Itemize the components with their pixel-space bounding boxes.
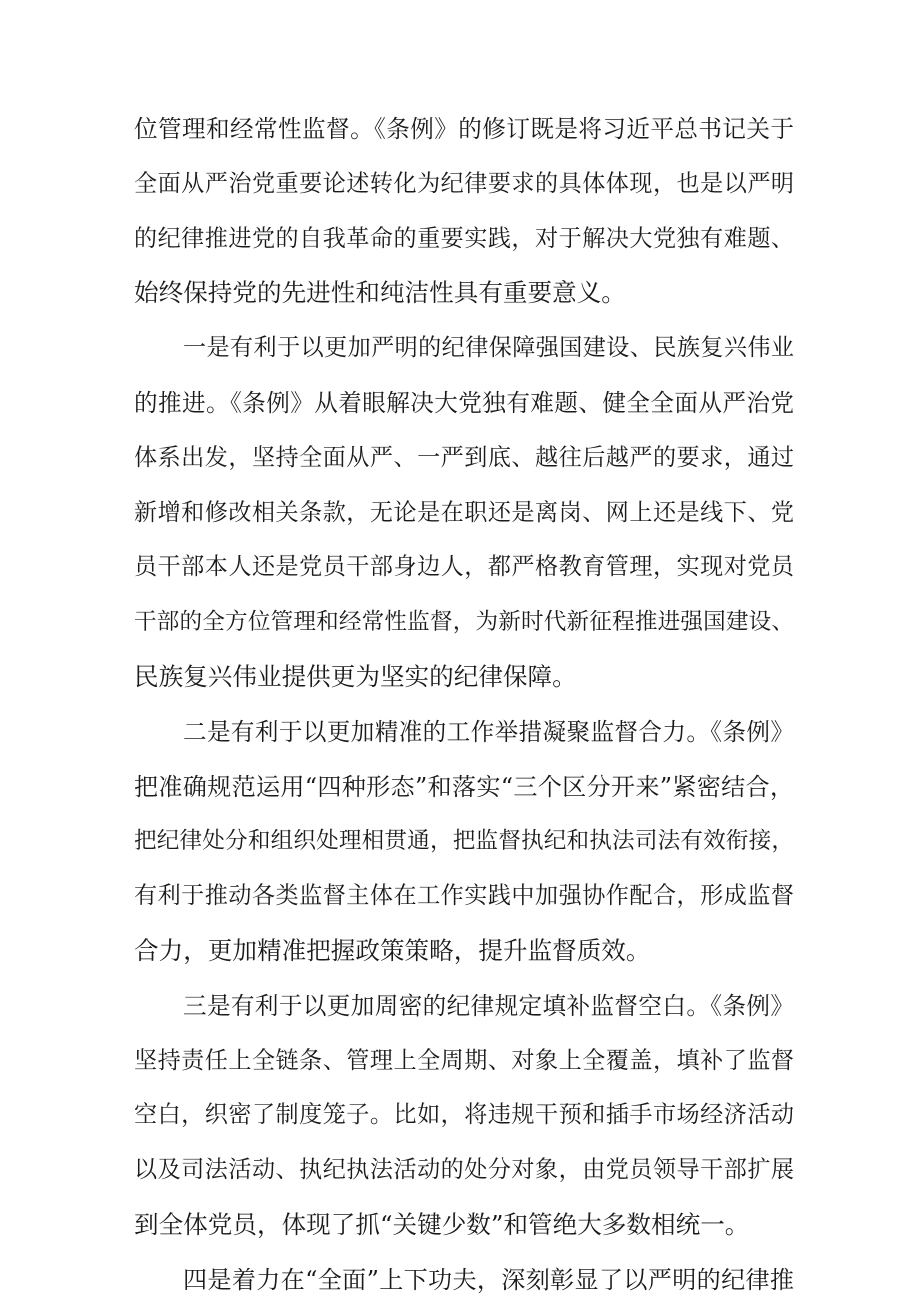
paragraph-first-line: 一是有利于以更加严明的纪律保障强国建设、民族复兴伟业 [183,335,794,362]
text-line: 新增和修改相关条款，无论是在职还是离岗、网上还是线下、党 [134,499,794,526]
text-line: 干部的全方位管理和经常性监督，为新时代新征程推进强国建设、 [134,609,794,636]
document-body [134,102,794,1308]
paragraph-first-line: 三是有利于以更加周密的纪律规定填补监督空白。《条例》 [183,991,794,1020]
text-line: 的推进。《条例》从着眼解决大党独有难题、健全全面从严治党 [134,388,794,417]
text-line: 员干部本人还是党员干部身边人，都严格教育管理，实现对党员 [134,554,794,581]
text-line: 把准确规范运用“四种形态”和落实“三个区分开来”紧密结合， [134,772,794,801]
text-line: 位管理和经常性监督。《条例》的修订既是将习近平总书记关于 [134,115,794,143]
text-line: 以及司法活动、执纪执法活动的处分对象，由党员领导干部扩展 [134,1157,794,1184]
text-line: 体系出发，坚持全面从严、一严到底、越往后越严的要求，通过 [134,444,794,471]
text-line: 坚持责任上全链条、管理上全周期、对象上全覆盖，填补了监督 [134,1047,794,1074]
text-line: 的纪律推进党的自我革命的重要实践，对于解决大党独有难题、 [134,225,794,252]
paragraph-first-line: 二是有利于以更加精准的工作举措凝聚监督合力。《条例》 [183,717,794,746]
text-line: 合力，更加精准把握政策策略，提升监督质效。 [134,935,651,965]
paragraph-first-line: 四是着力在“全面”上下功夫，深刻彰显了以严明的纪律推 [183,1265,794,1294]
text-line: 始终保持党的先进性和纯洁性具有重要意义。 [134,278,626,308]
text-line: 空白，织密了制度笼子。比如，将违规干预和插手市场经济活动 [134,1102,794,1129]
text-line: 民族复兴伟业提供更为坚实的纪律保障。 [134,661,577,691]
text-line: 到全体党员，体现了抓“关键少数”和管绝大多数相统一。 [134,1209,750,1239]
text-line: 有利于推动各类监督主体在工作实践中加强协作配合，形成监督 [134,883,794,910]
text-line: 全面从严治党重要论述转化为纪律要求的具体体现，也是以严明 [134,170,794,197]
text-line: 把纪律处分和组织处理相贯通，把监督执纪和执法司法有效衔接， [134,828,794,855]
